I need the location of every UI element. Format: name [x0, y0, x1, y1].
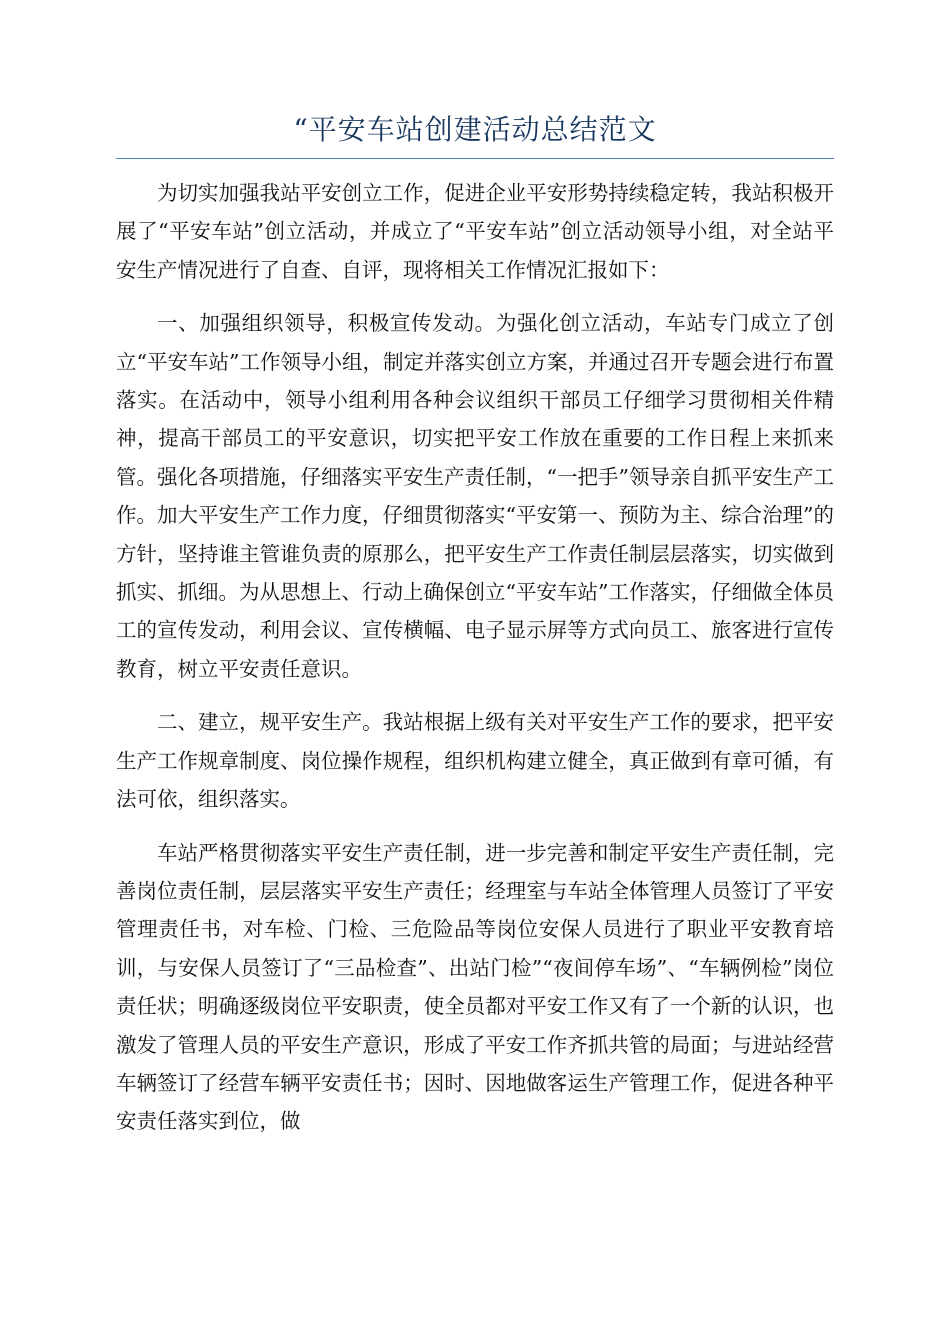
paragraph-section-1: 一、加强组织领导，积极宣传发动。为强化创立活动，车站专门成立了创立“平安车站”工作领导小组，制定并落实创立方案，并通过召开专题会进行布置落实。在活动中，领导小组利用各种会议组织干部员工仔细学习贯彻相关件精神，提高干部员工的平安意识，切实把平安工作放在重要的工作日程上来抓来管。强化各项措施，仔细落实平安生产责任制，“一把手”领导亲自抓平安生产工作。加大平安生产工作力度，仔细贯彻落实“平安第一、预防为主、综合治理”的方针，坚持谁主管谁负责的原那么，把平安生产工作责任制层层落实，切实做到抓实、抓细。为从思想上、行动上确保创立“平安车站”工作落实，仔细做全体员工的宣传发动，利用会议、宣传横幅、电子显示屏等方式向员工、旅客进行宣传教育，树立平安责任意识。 [116, 311, 834, 681]
document-body [116, 174, 834, 1156]
title-bar [116, 110, 834, 159]
paragraph-intro: 为切实加强我站平安创立工作，促进企业平安形势持续稳定转，我站积极开展了“平安车站”创立活动，并成立了“平安车站”创立活动领导小组，对全站平安生产情况进行了自查、自评，现将相关工作情况汇报如下： [116, 181, 834, 282]
paragraph-section-2: 二、建立，规平安生产。我站根据上级有关对平安生产工作的要求，把平安生产工作规章制度、岗位操作规程，组织机构建立健全，真正做到有章可循，有法可依，组织落实。 [116, 710, 834, 812]
paragraph-section-2-detail: 车站严格贯彻落实平安生产责任制，进一步完善和制定平安生产责任制，完善岗位责任制，层层落实平安生产责任；经理室与车站全体管理人员签订了平安管理责任书，对车检、门检、三危险品等岗位安保人员进行了职业平安教育培训，与安保人员签订了“三品检查”、出站门检”“夜间停车场”、“车辆例检”岗位责任状；明确逐级岗位平安职责，使全员都对平安工作又有了一个新的认识，也激发了管理人员的平安生产意识，形成了平安工作齐抓共管的局面；与进站经营车辆签订了经营车辆平安责任书；因时、因地做客运生产管理工作，促进各种平安责任落实到位，做 [116, 840, 834, 1134]
document-title: “平安车站创建活动总结范文 [293, 113, 657, 146]
